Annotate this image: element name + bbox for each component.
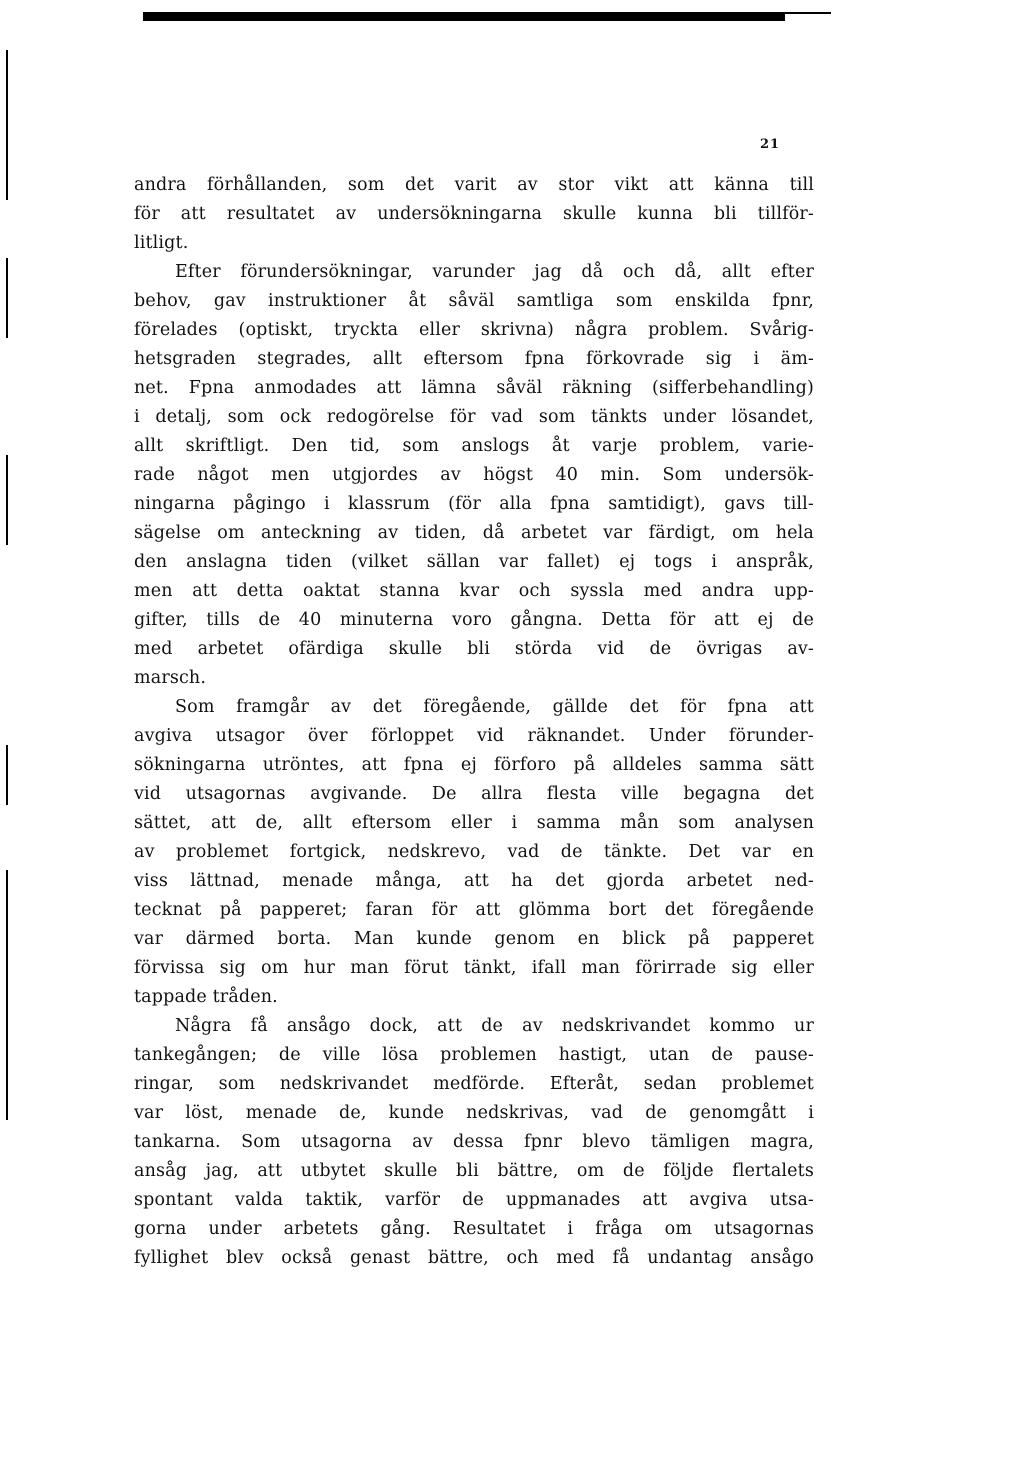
text-line: i detalj, som ock redogörelse för vad som tänkts under lösandet, bbox=[134, 407, 814, 427]
text-line: ringar, som nedskrivandet medförde. Efteråt, sedan problemet bbox=[134, 1074, 814, 1094]
text-line: fyllighet blev också genast bättre, och med få undantag ansågo bbox=[134, 1248, 814, 1268]
text-line: gorna under arbetets gång. Resultatet i fråga om utsagornas bbox=[134, 1219, 814, 1239]
text-line: spontant valda taktik, varför de uppmanades att avgiva utsa- bbox=[134, 1190, 814, 1210]
scan-left-edge bbox=[6, 870, 8, 1120]
text-line: gifter, tills de 40 minuterna voro gångna. Detta för att ej de bbox=[134, 610, 814, 630]
text-line: andra förhållanden, som det varit av stor vikt att känna till bbox=[134, 175, 814, 195]
text-line: behov, gav instruktioner åt såväl samtliga som enskilda fpnr, bbox=[134, 291, 814, 311]
scan-left-edge bbox=[6, 455, 8, 545]
text-line: vid utsagornas avgivande. De allra flesta ville begagna det bbox=[134, 784, 814, 804]
text-line: förelades (optiskt, tryckta eller skrivna) några problem. Svårig- bbox=[134, 320, 814, 340]
text-line: avgiva utsagor över förloppet vid räknandet. Under förunder- bbox=[134, 726, 814, 746]
text-line: litligt. bbox=[134, 233, 189, 253]
text-line: av problemet fortgick, nedskrevo, vad de tänkte. Det var en bbox=[134, 842, 814, 862]
text-line: Efter förundersökningar, varunder jag då och då, allt efter bbox=[175, 262, 814, 282]
text-line: tecknat på papperet; faran för att glömma bort det föregående bbox=[134, 900, 814, 920]
text-line: viss lättnad, menade många, att ha det gjorda arbetet ned- bbox=[134, 871, 814, 891]
scan-left-edge bbox=[6, 50, 8, 200]
text-line: sättet, att de, allt eftersom eller i samma mån som analysen bbox=[134, 813, 814, 833]
scan-top-border-thin bbox=[785, 12, 831, 14]
text-line: men att detta oaktat stanna kvar och syssla med andra upp- bbox=[134, 581, 814, 601]
text-line: Som framgår av det föregående, gällde det för fpna att bbox=[175, 697, 814, 717]
text-line: Några få ansågo dock, att de av nedskrivandet kommo ur bbox=[175, 1016, 814, 1036]
text-line: ansåg jag, att utbytet skulle bli bättre, om de följde flertalets bbox=[134, 1161, 814, 1181]
text-line: sägelse om anteckning av tiden, då arbetet var färdigt, om hela bbox=[134, 523, 814, 543]
text-line: med arbetet ofärdiga skulle bli störda vid de övrigas av- bbox=[134, 639, 814, 659]
text-line: marsch. bbox=[134, 668, 207, 688]
text-line: var därmed borta. Man kunde genom en blick på papperet bbox=[134, 929, 814, 949]
text-line: allt skriftligt. Den tid, som anslogs åt varje problem, varie- bbox=[134, 436, 814, 456]
scan-left-edge bbox=[6, 258, 8, 338]
text-line: för att resultatet av undersökningarna skulle kunna bli tillför- bbox=[134, 204, 814, 224]
text-line: hetsgraden stegrades, allt eftersom fpna förkovrade sig i äm- bbox=[134, 349, 814, 369]
text-line: tappade tråden. bbox=[134, 987, 278, 1007]
text-line: net. Fpna anmodades att lämna såväl räkning (sifferbehandling) bbox=[134, 378, 814, 398]
page-number: 21 bbox=[760, 137, 781, 152]
text-line: den anslagna tiden (vilket sällan var fallet) ej togs i anspråk, bbox=[134, 552, 814, 572]
text-line: var löst, menade de, kunde nedskrivas, vad de genomgått i bbox=[134, 1103, 814, 1123]
text-line: tankarna. Som utsagorna av dessa fpnr blevo tämligen magra, bbox=[134, 1132, 814, 1152]
text-line: rade något men utgjordes av högst 40 min. Som undersök- bbox=[134, 465, 814, 485]
text-line: förvissa sig om hur man förut tänkt, ifall man förirrade sig eller bbox=[134, 958, 814, 978]
scan-left-edge bbox=[6, 745, 8, 805]
text-line: tankegången; de ville lösa problemen hastigt, utan de pause- bbox=[134, 1045, 814, 1065]
text-line: ningarna pågingo i klassrum (för alla fpna samtidigt), gavs till- bbox=[134, 494, 814, 514]
text-line: sökningarna utröntes, att fpna ej förforo på alldeles samma sätt bbox=[134, 755, 814, 775]
scan-top-border bbox=[143, 12, 785, 21]
